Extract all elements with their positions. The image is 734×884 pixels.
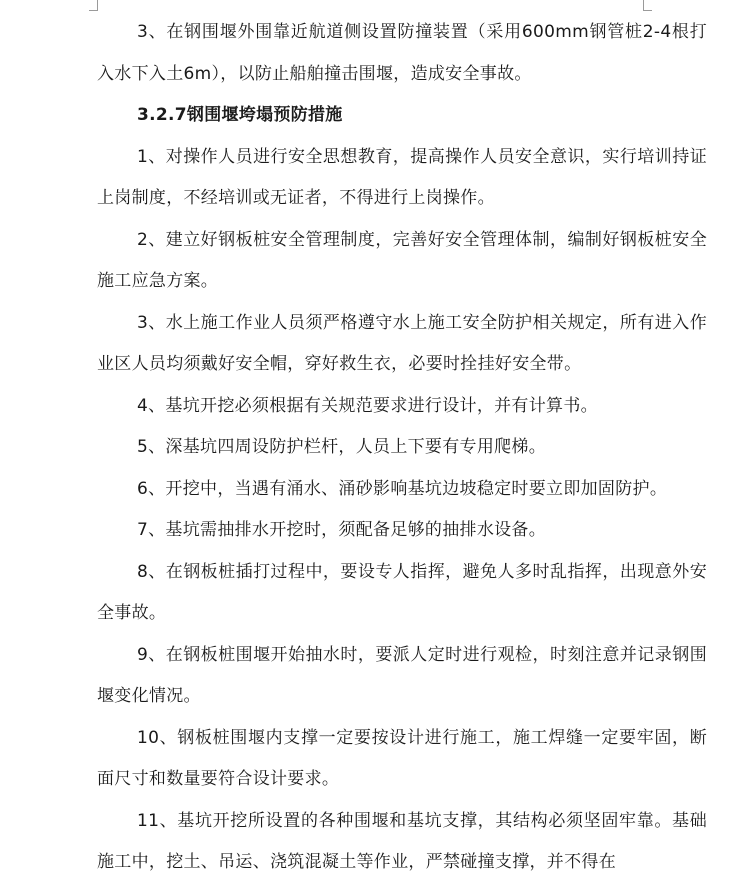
list-item: 6、开挖中，当遇有涌水、涌砂影响基坑边坡稳定时要立即加固防护。 <box>137 478 668 499</box>
list-item: 5、深基坑四周设防护栏杆，人员上下要有专用爬梯。 <box>137 437 547 457</box>
top-right-margin-mark <box>643 0 652 11</box>
list-item: 2、建立好钢板桩安全管理制度，完善好安全管理体制，编制好钢板桩安全施工应急方案。 <box>97 229 707 291</box>
intro-paragraph: 3、在钢围堰外围靠近航道侧设置防撞装置（采用600mm钢管桩2-4根打入水下入土6m），以防止船舶撞击围堰，造成安全事故。 <box>97 22 707 84</box>
list-item: 7、基坑需抽排水开挖时，须配备足够的抽排水设备。 <box>137 520 547 540</box>
document-body <box>97 12 707 884</box>
top-left-margin-mark <box>89 0 98 11</box>
section-heading: 3.2.7钢围堰垮塌预防措施 <box>137 105 343 125</box>
list-item: 11、基坑开挖所设置的各种围堰和基坑支撑，其结构必须坚固牢靠。基础施工中，挖土、吊运、浇筑混凝土等作业，严禁碰撞支撑，并不得在 <box>97 810 707 872</box>
list-item: 8、在钢板桩插打过程中，要设专人指挥，避免人多时乱指挥，出现意外安全事故。 <box>97 561 707 623</box>
list-item: 9、在钢板桩围堰开始抽水时，要派人定时进行观检，时刻注意并记录钢围堰变化情况。 <box>97 644 707 706</box>
list-item: 10、钢板桩围堰内支撑一定要按设计进行施工，施工焊缝一定要牢固，断面尺寸和数量要符合设计要求。 <box>97 727 707 789</box>
list-item: 4、基坑开挖必须根据有关规范要求进行设计，并有计算书。 <box>137 395 598 416</box>
list-item: 1、对操作人员进行安全思想教育，提高操作人员安全意识，实行培训持证上岗制度，不经培训或无证者，不得进行上岗操作。 <box>97 146 707 208</box>
list-item: 3、水上施工作业人员须严格遵守水上施工安全防护相关规定，所有进入作业区人员均须戴好安全帽，穿好救生衣，必要时拴挂好安全带。 <box>97 312 707 374</box>
